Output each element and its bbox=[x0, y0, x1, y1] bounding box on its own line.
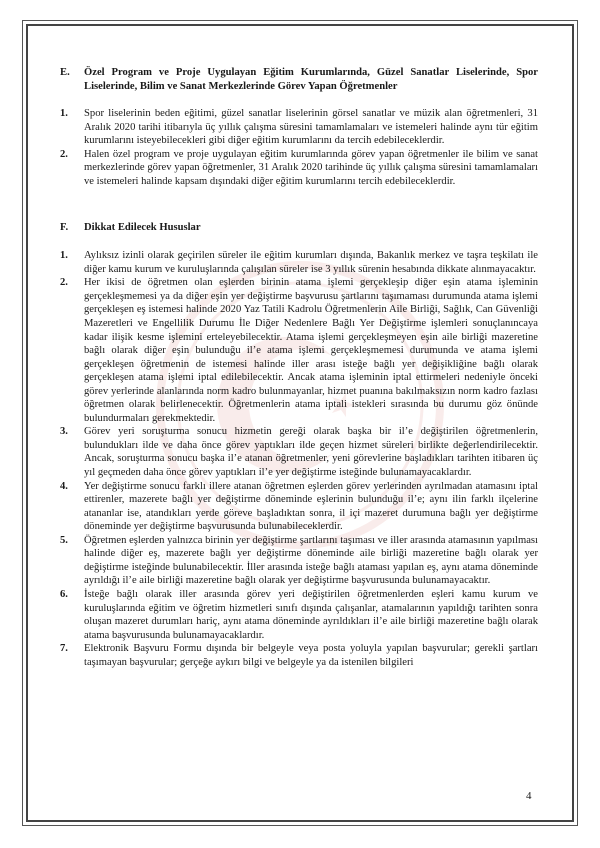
item-text: Elektronik Başvuru Formu dışında bir belgeyle veya posta yoluyla yapılan başvurular; gerekli şartları taşımayan başvurular; gerçeğe aykırı bilgi ve belgeyle ya da istenilen bilgileri bbox=[84, 643, 538, 668]
section-e bbox=[60, 66, 538, 188]
section-f bbox=[60, 221, 538, 669]
item-text: Halen özel program ve proje uygulayan eğitim kurumlarında görev yapan öğretmenler ile bilim ve sanat merkezlerinde görev yapan öğretmenler, 31 Aralık 2020 tarihinde üç yıllık çalışma süresini tamamlamaları ve istemeleri halinde kapsam dışındaki diğer eğitim kurumlarını tercih edebileceklerdir. bbox=[84, 148, 538, 187]
item-number: 5. bbox=[60, 534, 68, 546]
list-item bbox=[60, 588, 538, 642]
item-text: Aylıksız izinli olarak geçirilen süreler ile eğitim kurumları dışında, Bakanlık merkez ve taşra teşkilatı ile diğer kamu kurum ve kuruluşlarında çalışılan süreler ise 3 yıllık sürenin hesabında dikkate alınmayacaktır. bbox=[84, 250, 538, 275]
section-letter: F. bbox=[60, 222, 69, 234]
list-item bbox=[60, 107, 538, 148]
item-number: 3. bbox=[60, 426, 68, 438]
item-number: 4. bbox=[60, 480, 68, 492]
item-number: 2. bbox=[60, 148, 68, 160]
item-number: 1. bbox=[60, 250, 68, 262]
item-text: Görev yeri soruşturma sonucu hizmetin gereği olarak başka bir il’e değiştirilen öğretmenlerin, bulundukları ilde ve daha önce görev yaptıkları ilde geçen hizmet süreleri birlikte değerlendirilecektir. Ancak, soruşturma sonucu başka il’e atanan öğretmenler, yeni görevlerine başladıkları tarihten itibaren üç yıl geçmeden daha önce görev yaptıkları il’e yer değiştirme isteğinde bulunamayacaklardır. bbox=[84, 426, 538, 479]
list-item bbox=[60, 148, 538, 189]
item-list bbox=[60, 249, 538, 669]
item-text: Her ikisi de öğretmen olan eşlerden birinin atama işlemi gerçekleşip diğer eşin atama işleminin gerçekleşmemesi ya da diğer eşin yer değiştirme başvurusu şartlarını taşımaması durumunda atama işlemi gerçekleşen eş istemesi halinde 2020 Yaz Tatili Kadrolu Öğretmenlerin Aile Birliği, Sağlık, Can Güvenliği Mazeretleri ve Engellilik Durumu İle Diğer Nedenlere Bağlı Yer Değiştirme işlemleri sonuçlanıncaya kadar ilişik kesme işlemini erteleyebilecektir. Atama işlemi gerçekleşmeyen eşin aile birliği mazeretine bağlı olarak diğer eşin bulunduğu il’e atama işlemi gerçekleşmemesi durumunda ve atama işlemi gerçekleşen öğretmenin de istemesi halinde iller arası isteğe bağlı yer değişikliğine bağlı olarak gerçekleşen atama işlemi iptal edilebilecektir. Ancak atama işleminin iptal ettirmeleri nedeniyle önceki görev yerlerinde alanlarında norm kadro bulunmayanlar, hizmet puanına bakılmaksızın norm kadro fazlası öğretmen olarak belirlenecektir. Öğretmenlerin atama iptali istekleri sırasında bu durumu göz önünde bulundurmaları gerekmektedir. bbox=[84, 277, 538, 424]
item-text: İsteğe bağlı olarak iller arasında görev yeri değiştirilen öğretmenlerden eşleri kamu kurum ve kuruluşlarında eğitim ve öğretim hizmetleri sınıfı dışında çalışanlar, atamalarının yapıldığı tarihten sonra oluşan mazeret durumları hariç, aynı atama döneminde ayrıldıkları il’e aile birliği mazeretine bağlı olarak atama başvurusunda bulunamayacaklardır. bbox=[84, 588, 538, 641]
item-text: Öğretmen eşlerden yalnızca birinin yer değiştirme şartlarını taşıması ve iller arasında atamasının yapılması halinde diğer eş, mazerete bağlı yer değiştirme döneminde aile birliği mazeretine bağlı olarak yer değiştirme isteğinde bulunabilecektir. İller arasında isteğe bağlı ataması yapılan eş, aynı atama döneminde ayrıldığı il’e aile birliği mazeretine bağlı olarak yer değiştirme başvurusunda bulunamayacaktır. bbox=[84, 534, 538, 587]
page-number: 4 bbox=[526, 790, 532, 802]
list-item bbox=[60, 534, 538, 588]
section-heading bbox=[60, 66, 538, 94]
list-item bbox=[60, 276, 538, 425]
item-text: Yer değiştirme sonucu farklı illere atanan öğretmen eşlerden görev yerlerinden ayrılmadan atamasını iptal ettirenler, mazerete bağlı yer değiştirme döneminde eşlerinin bulunduğu il’e; aynı ilin farklı ilçelerine atananlar ise, atandıkları yerde göreve başladıktan sonra, il içi mazeret durumuna bağlı yer değiştirme döneminde yer değiştirme başvurusunda bulunabileceklerdir. bbox=[84, 480, 538, 533]
item-text: Spor liselerinin beden eğitimi, güzel sanatlar liselerinin görsel sanatlar ve müzik alan öğretmenleri, 31 Aralık 2020 tarihi itibarıyla üç yıllık çalışma süresini tamamlamaları ve istemeleri halinde aynı tür eğitim kurumlarını isteyebilecekleri gibi diğer eğitim kurumlarını da tercih edebileceklerdir. bbox=[84, 108, 538, 147]
section-title: Özel Program ve Proje Uygulayan Eğitim Kurumlarında, Güzel Sanatlar Liselerinde, Spor Liselerinde, Bilim ve Sanat Merkezlerinde Görev Yapan Öğretmenler bbox=[84, 67, 538, 92]
item-number: 1. bbox=[60, 108, 68, 119]
item-number: 6. bbox=[60, 588, 68, 600]
list-item bbox=[60, 642, 538, 669]
item-list bbox=[60, 107, 538, 188]
section-letter: E. bbox=[60, 67, 70, 78]
list-item bbox=[60, 425, 538, 479]
item-number: 7. bbox=[60, 643, 68, 655]
section-heading bbox=[60, 221, 538, 235]
list-item bbox=[60, 249, 538, 276]
list-item bbox=[60, 480, 538, 534]
item-number: 2. bbox=[60, 277, 68, 289]
section-title: Dikkat Edilecek Hususlar bbox=[84, 222, 201, 234]
document-body bbox=[60, 66, 538, 669]
